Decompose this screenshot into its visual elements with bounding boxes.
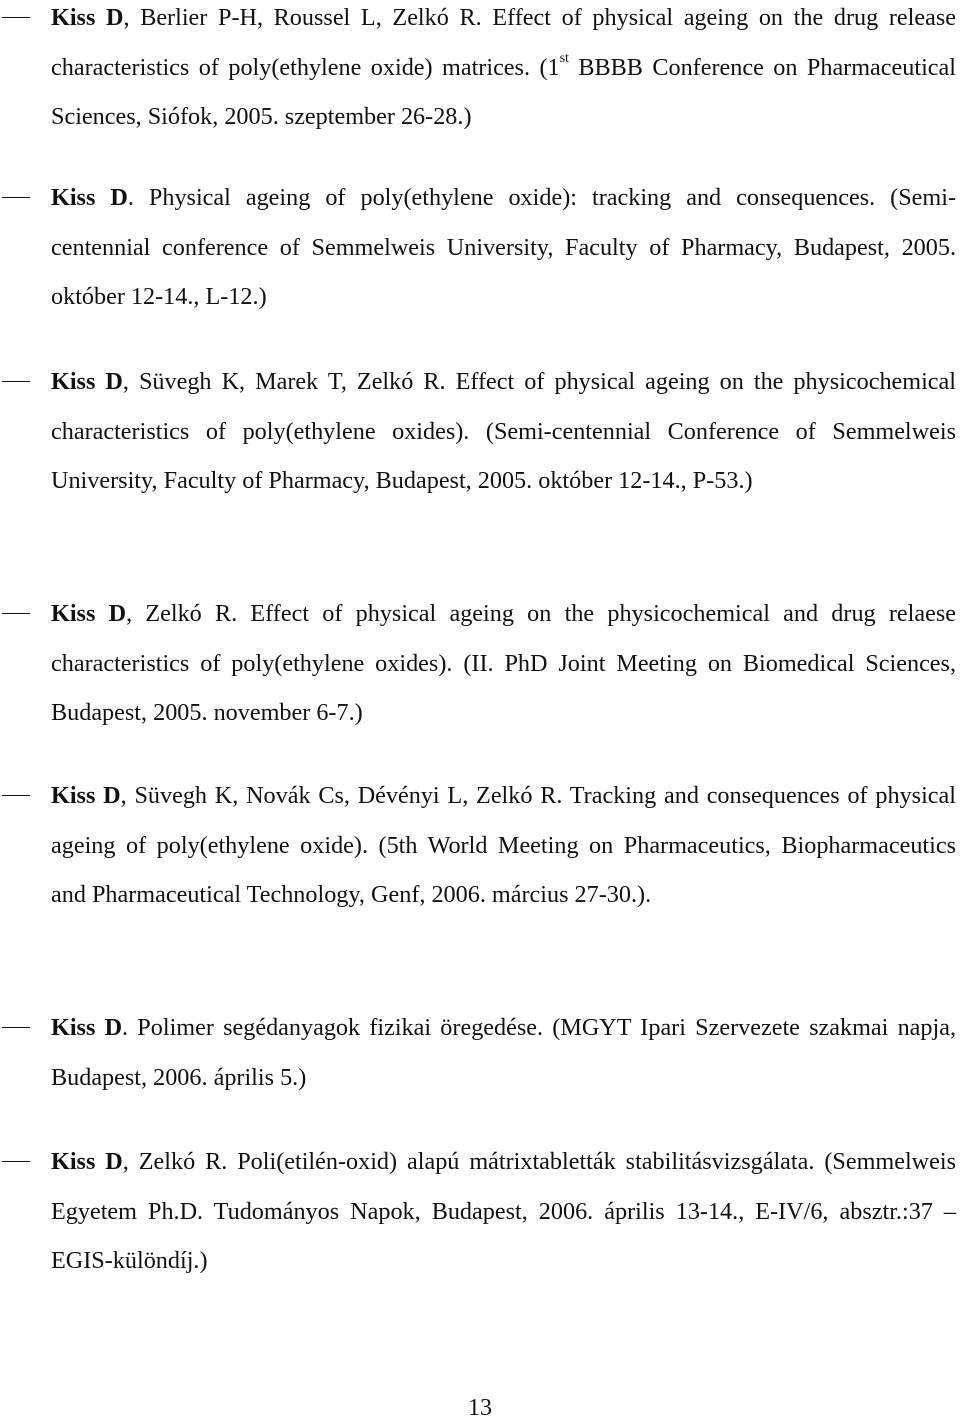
publication-text — [51, 173, 956, 322]
list-dash — [2, 795, 30, 796]
list-dash — [2, 1027, 30, 1028]
publication-citation: , Zelkó R. Poli(etilén-oxid) alapú mátrixtabletták stabilitásvizsgálata. (Semmelweis Egyetem Ph.D. Tudományos Napok, Budapest, 2006. április 13-14., E-IV/6, absztr.:37 – EGIS-különdíj.) — [51, 1148, 957, 1274]
author-name: Kiss D — [51, 600, 127, 627]
publication-text — [51, 771, 956, 920]
publication-citation: . Physical ageing of poly(ethylene oxide): tracking and consequences. (Semi-centennial conference of Semmelweis University, Faculty of Pharmacy, Budapest, 2005. október 12-14., L-12.) — [51, 184, 957, 310]
author-name: Kiss D — [51, 1148, 123, 1175]
list-dash — [2, 1161, 30, 1162]
publication-citation: , Zelkó R. Effect of physical ageing on the physicochemical and drug relaese characteristics of poly(ethylene oxides). (II. PhD Joint Meeting on Biomedical Sciences, Budapest, 2005. november 6-7.) — [51, 600, 956, 726]
author-name: Kiss D — [51, 1014, 123, 1041]
publication-text — [51, 0, 956, 142]
list-dash — [2, 613, 30, 614]
list-dash — [2, 197, 30, 198]
publication-citation: , Süvegh K, Novák Cs, Dévényi L, Zelkó R. Tracking and consequences of physical ageing of poly(ethylene oxide). (5th World Meeting on Pharmaceutics, Biopharmaceutics and Pharmaceutical Technology, Genf, 2006. március 27-30.). — [51, 782, 956, 908]
ordinal-superscript: st — [559, 51, 569, 67]
list-dash — [2, 381, 30, 382]
publication-text — [51, 1137, 956, 1286]
author-name: Kiss D — [51, 4, 124, 31]
publication-citation: . Polimer segédanyagok fizikai öregedése. (MGYT Ipari Szervezete szakmai napja, Budapest, 2006. április 5.) — [51, 1014, 956, 1091]
publication-citation: , Berlier P-H, Roussel L, Zelkó R. Effect of physical ageing on the drug release characteristics of poly(ethylene oxide) matrices. (1 — [51, 4, 956, 81]
publication-text — [51, 1003, 956, 1102]
list-dash — [2, 17, 30, 18]
publication-text — [51, 357, 956, 506]
publication-citation-cont: BBBB Conference on Pharmaceutical Sciences, Siófok, 2005. szeptember 26-28.) — [51, 53, 956, 130]
author-name: Kiss D — [51, 368, 123, 395]
publication-citation: , Süvegh K, Marek T, Zelkó R. Effect of physical ageing on the physicochemical characteristics of poly(ethylene oxides). (Semi-centennial Conference of Semmelweis University, Faculty of Pharmacy, Budapest, 2005. október 12-14., P-53.) — [51, 368, 956, 494]
page-number: 13 — [468, 1395, 492, 1421]
author-name: Kiss D — [51, 782, 121, 809]
publication-text — [51, 589, 956, 738]
author-name: Kiss D — [51, 184, 128, 211]
